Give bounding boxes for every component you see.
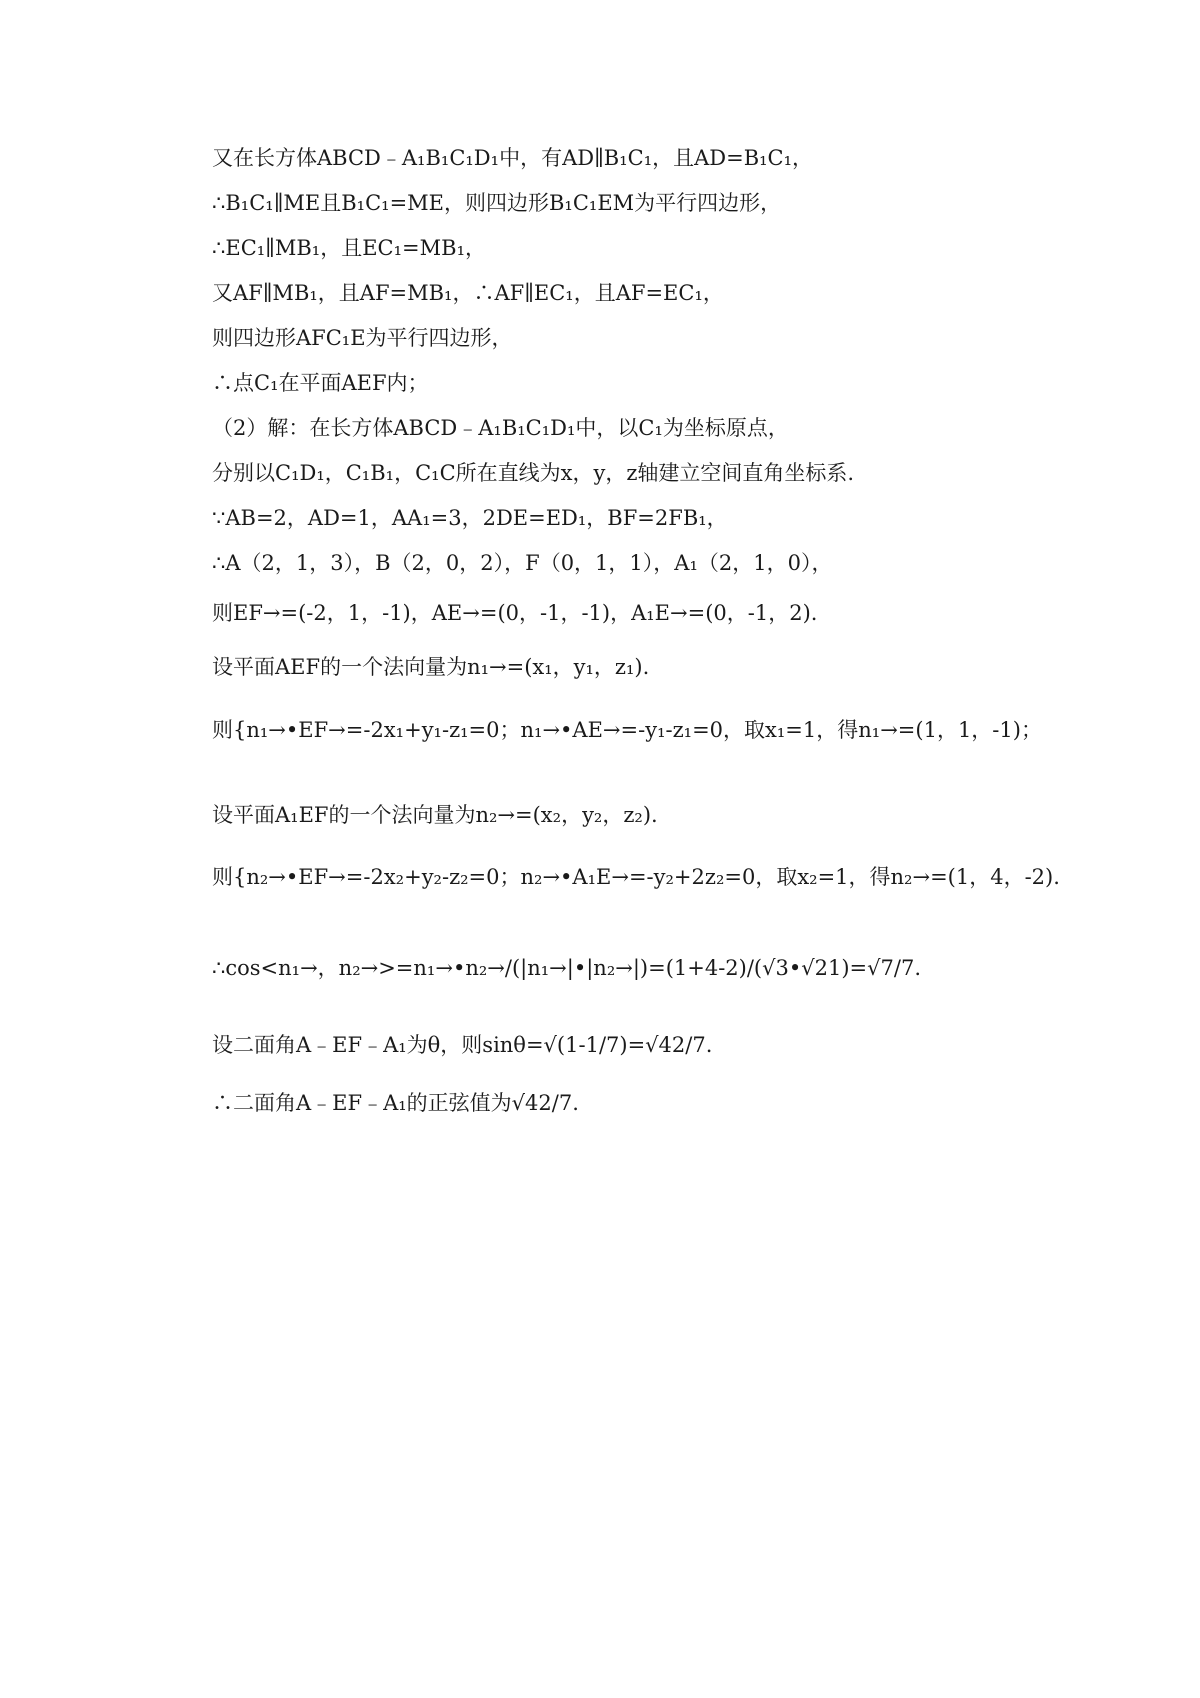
line-13: 则{n₁→•EF→=-2x₁+y₁-z₁=0；n₁→•AE→=-y₁-z₁=0，取x₁=1，得n₁→=(1，1，-1)； [212,718,1042,742]
line-3: ∴EC₁∥MB₁，且EC₁=MB₁， [212,236,486,260]
line-15: 则{n₂→•EF→=-2x₂+y₂-z₂=0；n₂→•A₁E→=-y₂+2z₂=0，取x₂=1，得n₂→=(1，4，-2). [212,865,1060,889]
line-12: 设平面AEF的一个法向量为n₁→=(x₁，y₁，z₁). [212,655,650,679]
line-16: ∴cos<n₁→，n₂→>=n₁→•n₂→/(|n₁→|•|n₂→|)=(1+4-2)/(√3•√21)=√7/7. [212,956,921,980]
line-9: ∵AB=2，AD=1，AA₁=3，2DE=ED₁，BF=2FB₁， [212,506,728,530]
line-8: 分别以C₁D₁，C₁B₁，C₁C所在直线为x，y，z轴建立空间直角坐标系. [212,461,855,485]
line-7: （2）解：在长方体ABCD﹣A₁B₁C₁D₁中，以C₁为坐标原点， [212,416,789,440]
line-6: ∴点C₁在平面AEF内； [212,371,429,395]
line-17: 设二面角A﹣EF﹣A₁为θ，则sinθ=√(1-1/7)=√42/7. [212,1033,713,1057]
line-2: ∴B₁C₁∥ME且B₁C₁=ME，则四边形B₁C₁EM为平行四边形， [212,191,782,215]
line-4: 又AF∥MB₁，且AF=MB₁，∴AF∥EC₁，且AF=EC₁， [212,281,724,305]
line-10: ∴A（2，1，3），B（2，0，2），F（0，1，1），A₁（2，1，0）， [212,551,833,575]
line-1: 又在长方体ABCD﹣A₁B₁C₁D₁中，有AD∥B₁C₁，且AD=B₁C₁， [212,146,814,170]
line-11: 则EF→=(-2，1，-1)，AE→=(0，-1，-1)，A₁E→=(0，-1，2). [212,601,818,625]
line-14: 设平面A₁EF的一个法向量为n₂→=(x₂，y₂，z₂). [212,803,658,827]
line-18: ∴二面角A﹣EF﹣A₁的正弦值为√42/7. [212,1091,579,1115]
line-5: 则四边形AFC₁E为平行四边形， [212,326,513,350]
